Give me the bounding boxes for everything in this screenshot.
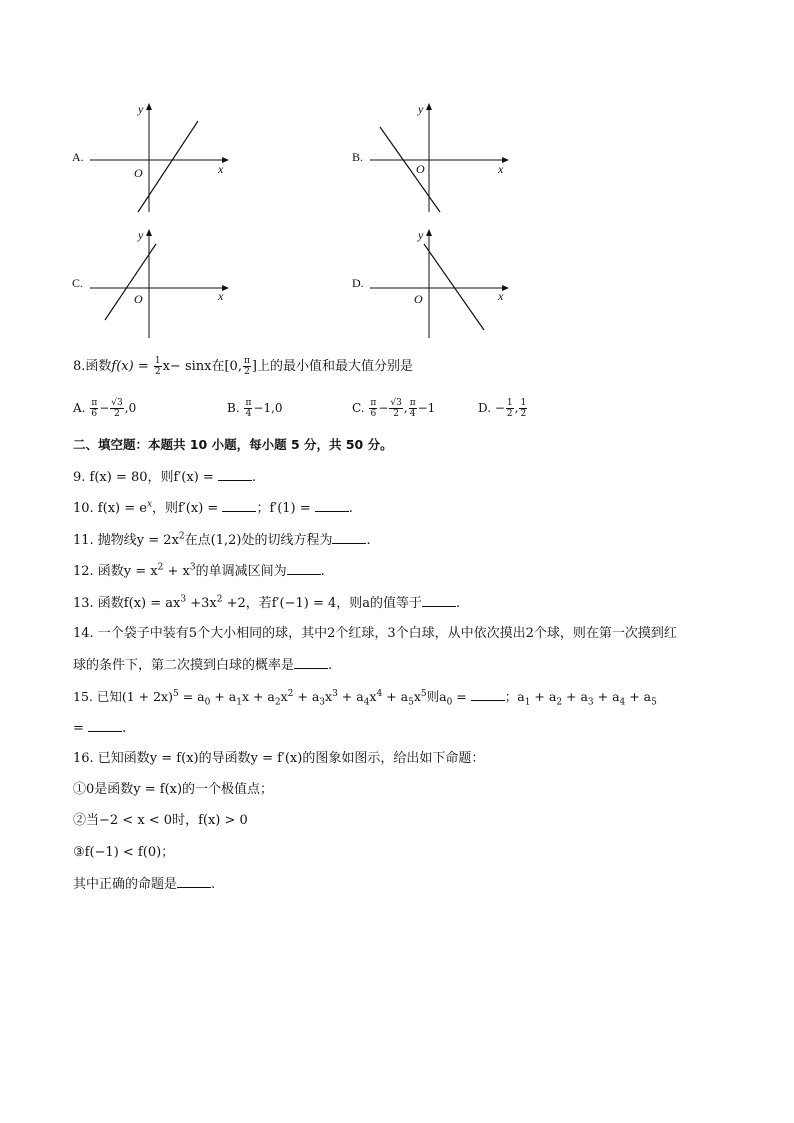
option-c-x-label: x bbox=[218, 289, 224, 303]
question-11: 11. 抛物线$y = 2x^2$在点(1,2)处的切线方程为 . bbox=[73, 531, 371, 548]
answer-blank bbox=[422, 594, 456, 607]
answer-blank bbox=[315, 499, 349, 512]
q13-text-b: +3x bbox=[186, 596, 217, 611]
q15-text-b: = a bbox=[178, 689, 205, 704]
option-a-graph bbox=[70, 100, 240, 215]
q8-option-c-label: C. bbox=[352, 401, 365, 415]
q8-option-c: C. $\frac{\pi}{6}$ − $\frac{√3}{2}$ , $\frac{\pi}{4}$ −1 bbox=[352, 398, 436, 419]
fraction-1-2-a: $\frac{1}{2}$ bbox=[506, 398, 513, 419]
q8-rest2: ]上的最小值和最大值分别是 bbox=[251, 359, 413, 374]
q9-text: 9. f(x) = 80，则f′(x) = bbox=[73, 470, 214, 485]
option-b-plot bbox=[350, 100, 520, 215]
question-14-line-1: 14. 一个袋子中装有5个大小相同的球，其中2个红球，3个白球，从中依次摸出2个球，则在第一次摸到红 bbox=[73, 626, 677, 641]
answer-blank bbox=[294, 656, 328, 669]
question-14-line-2: 球的条件下，第二次摸到白球的概率是 . bbox=[73, 658, 333, 673]
q15-text-e: ；a bbox=[504, 689, 525, 704]
option-a-x-label: x bbox=[218, 162, 224, 176]
question-16-proposition-1: ①0是函数y = f(x)的一个极值点； bbox=[73, 782, 274, 797]
q8-option-a-label: A. bbox=[73, 401, 86, 415]
fraction-pi-4: $\frac{\pi}{4}$ bbox=[245, 398, 252, 419]
q8-option-a-tail: ,0 bbox=[124, 401, 137, 415]
option-d-label: D. bbox=[352, 276, 364, 290]
question-16-conclusion: 其中正确的命题是 . bbox=[73, 877, 216, 892]
answer-blank bbox=[218, 468, 252, 481]
q8-rest: x− sinx在[0, bbox=[162, 359, 242, 374]
q15-text-d: = bbox=[452, 689, 467, 704]
q13-text-c: +2，若f′(−1) = 4，则a的值等于 bbox=[222, 596, 422, 611]
q15-text-a: 15. 已知(1 + 2x) bbox=[73, 689, 173, 704]
q16-end-text: 其中正确的命题是 bbox=[73, 877, 178, 892]
option-d-plot bbox=[350, 226, 520, 341]
q12-text-c: 的单调减区间为 bbox=[195, 564, 287, 579]
fraction-pi-4-c: $\frac{\pi}{4}$ bbox=[409, 398, 416, 419]
fraction-sqrt3-2: $\frac{√3}{2}$ bbox=[111, 398, 123, 419]
q8-option-c-tail: −1 bbox=[417, 401, 436, 415]
option-d-y-label: y bbox=[418, 228, 424, 242]
q13-text-a: 13. 函数f(x) = ax bbox=[73, 596, 181, 611]
option-c-plot bbox=[70, 226, 240, 341]
q10-text-b: ，则f′(x) = bbox=[152, 501, 219, 516]
option-b-graph bbox=[350, 100, 520, 215]
answer-blank bbox=[222, 499, 256, 512]
option-c-origin-label: O bbox=[134, 292, 143, 306]
answer-blank bbox=[177, 875, 211, 888]
option-a-origin-label: O bbox=[134, 166, 143, 180]
q8-prefix: 8.函数 bbox=[73, 359, 112, 374]
fraction-pi-6: $\frac{\pi}{6}$ bbox=[91, 398, 98, 419]
q11-text-a: 11. 抛物线y = 2x bbox=[73, 533, 179, 548]
question-12: 12. 函数$y = x^2 + x^3$的单调减区间为 . bbox=[73, 562, 325, 579]
q10-text-a: 10. f(x) = e bbox=[73, 501, 147, 516]
option-b-x-label: x bbox=[498, 162, 504, 176]
q10-text-c: ；f′(1) = bbox=[256, 501, 311, 516]
option-c-graph bbox=[70, 226, 240, 341]
q11-text-b: 在点(1,2)处的切线方程为 bbox=[184, 533, 333, 548]
option-d-origin-label: O bbox=[414, 292, 423, 306]
option-b-y-label: y bbox=[418, 102, 424, 116]
q12-text-b: + x bbox=[163, 564, 190, 579]
option-c-label: C. bbox=[72, 276, 84, 290]
answer-blank bbox=[471, 688, 505, 701]
fraction-one-half: $\frac{1}{2}$ bbox=[154, 356, 161, 377]
option-b-origin-label: O bbox=[416, 162, 425, 176]
option-c-y-label: y bbox=[138, 228, 144, 242]
q8-option-d-label: D. − bbox=[478, 401, 505, 415]
question-16-proposition-3: ③f(−1) < f(0)； bbox=[73, 845, 175, 860]
question-16-proposition-2: ②当−2 < x < 0时，f(x) > 0 bbox=[73, 813, 248, 828]
q14-text-b: 球的条件下，第二次摸到白球的概率是 bbox=[73, 658, 295, 673]
option-d-x-label: x bbox=[498, 289, 504, 303]
fraction-sqrt3-2-c: $\frac{√3}{2}$ bbox=[390, 398, 402, 419]
q12-text-a: 12. 函数y = x bbox=[73, 564, 158, 579]
question-9: 9. f(x) = 80，则f′(x) = . bbox=[73, 470, 257, 485]
question-10: 10. $f(x) = e^x$，则f′(x) = ；f′(1) = . bbox=[73, 499, 353, 516]
question-13: 13. 函数$f(x) = ax^3 +3x^2 +2$，若f′(−1) = 4，则a的值等于 . bbox=[73, 594, 461, 611]
q15-text-c: 则a bbox=[426, 689, 447, 704]
option-d-graph bbox=[350, 226, 520, 341]
q8-option-b-tail: −1,0 bbox=[253, 401, 283, 415]
section-2-heading: 二、填空题：本题共 10 小题，每小题 5 分，共 50 分。 bbox=[73, 437, 393, 452]
answer-blank bbox=[332, 531, 366, 544]
answer-blank bbox=[287, 562, 321, 575]
question-15-line-2: = . bbox=[73, 721, 127, 736]
fraction-pi-half: $\frac{\pi}{2}$ bbox=[243, 356, 250, 377]
option-b-label: B. bbox=[352, 150, 364, 164]
question-8 bbox=[73, 356, 413, 377]
q8-option-a: A. $\frac{\pi}{6}$ − $\frac{√3}{2}$ ,0 bbox=[73, 398, 137, 419]
q8-func: f(x) = bbox=[111, 359, 149, 374]
option-a-y-label: y bbox=[138, 102, 144, 116]
option-a-plot bbox=[70, 100, 240, 215]
q8-option-d: D. − $\frac{1}{2}$ , $\frac{1}{2}$ bbox=[478, 398, 527, 419]
question-15-line-1: 15. 已知$(1 + 2x)^5 = a_0 + a_1x + a_2x^2 + a_3x^3 + a_4x^4 + a_5x^5$则$a_0$ = ；$a_1 + a_2 + a_3 + a_4 + a_5$ bbox=[73, 688, 657, 708]
q8-option-b bbox=[227, 398, 283, 419]
option-a-label: A. bbox=[72, 150, 84, 164]
q15-text-f: = bbox=[73, 721, 84, 736]
fraction-1-2-b: $\frac{1}{2}$ bbox=[520, 398, 527, 419]
question-16: 16. 已知函数y = f(x)的导函数y = f′(x)的图象如图示，给出如下命题： bbox=[73, 751, 485, 766]
fraction-pi-6-c: $\frac{\pi}{6}$ bbox=[370, 398, 377, 419]
q8-option-b-label: B. bbox=[227, 401, 240, 415]
answer-blank bbox=[88, 719, 122, 732]
